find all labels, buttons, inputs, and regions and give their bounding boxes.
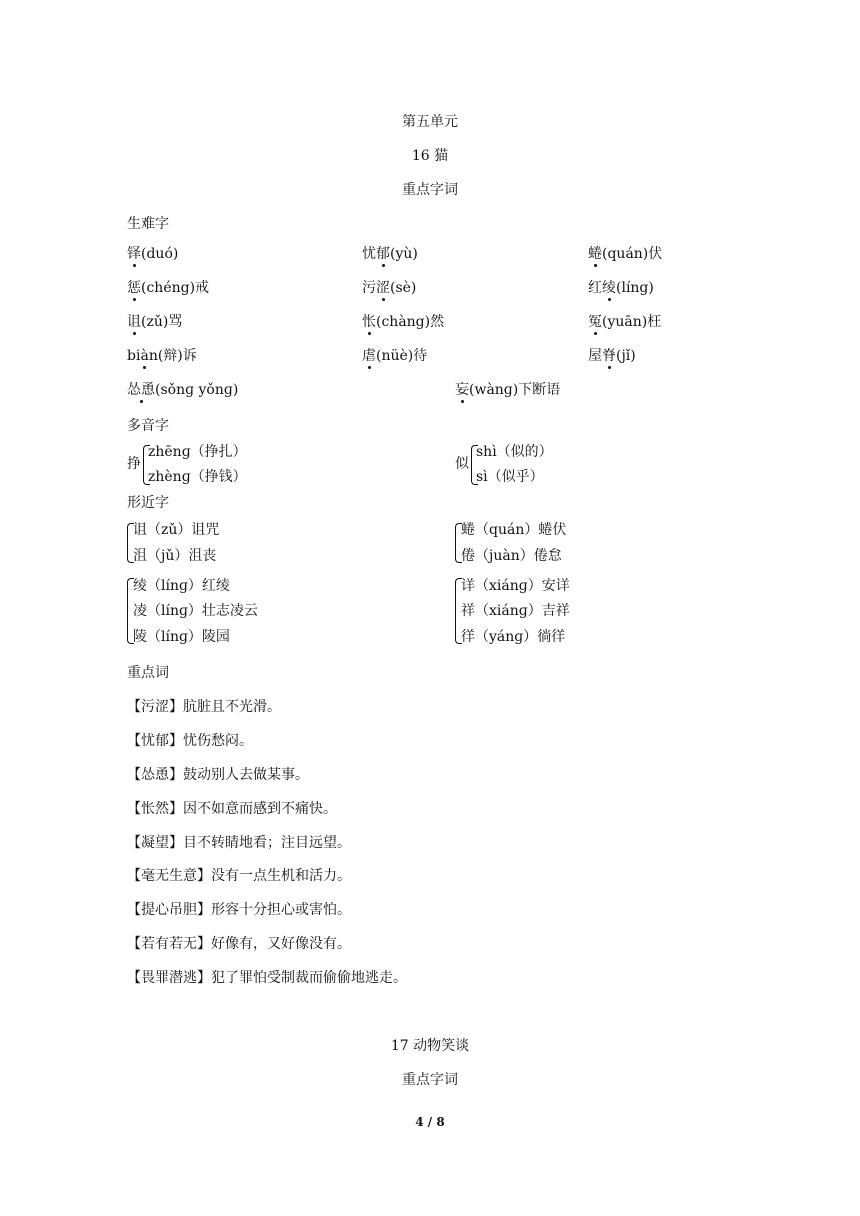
hard-char-entry: 屋脊(jǐ) [588,348,636,364]
polyphone-reading: zhènɡ（挣钱） [148,469,247,485]
key-word-item: 【若有若无】好像有，又好像没有。 [127,936,351,952]
hard-char-entry: 惩(chéng)戒 [127,280,210,296]
dotted-char: 虐 [362,348,376,364]
dotted-char: 冤 [588,314,602,330]
similar-chars-heading: 形近字 [127,495,169,511]
dotted-char: 蜷 [588,246,602,262]
hard-char-entry: 怂恿(sǒnɡ yǒnɡ) [127,382,239,398]
hard-char-entry: 红绫(líng) [588,280,654,296]
hard-char-entry: 污涩(sè) [362,280,417,296]
similar-char-line: 徉（yánɡ）徜徉 [461,629,566,645]
dotted-char: 涩 [376,280,390,296]
similar-char-line: 倦（juàn）倦怠 [461,548,562,564]
hard-char-entry: 妄(wànɡ)下断语 [455,382,561,398]
key-word-item: 【怅然】因不如意而感到不痛快。 [127,801,337,817]
hard-char-entry: 怅(chàng)然 [362,314,445,330]
hard-char-entry: 虐(nüè)待 [362,348,428,364]
next-lesson-title: 17 动物笑谈 [390,1038,470,1054]
dotted-char: à [140,348,149,364]
polyphones-heading: 多音字 [127,418,169,434]
key-word-item: 【忧郁】忧伤愁闷。 [127,733,253,749]
key-word-item: 【提心吊胆】形容十分担心或害怕。 [127,902,351,918]
dotted-char: 怅 [362,314,376,330]
dotted-char: 郁 [376,246,390,262]
similar-char-line: 陵（línɡ）陵园 [133,629,230,645]
similar-char-line: 祥（xiánɡ）吉祥 [461,603,570,619]
hard-char-entry: 诅(zǔ)骂 [127,314,183,330]
similar-char-line: 沮（jǔ）沮丧 [133,548,217,564]
lesson-title: 16 猫 [411,148,449,164]
key-words-heading: 重点词 [127,665,169,681]
unit-title: 第五单元 [402,114,458,130]
polyphone-char: 似 [455,456,469,472]
polyphone-reading: zhēnɡ（挣扎） [148,444,247,460]
similar-char-line: 绫（línɡ）红绫 [133,578,230,594]
key-word-item: 【凝望】目不转睛地看；注目远望。 [127,835,351,851]
polyphone-reading: shì（似的） [476,444,553,460]
hard-chars-heading: 生难字 [127,216,169,232]
dotted-char: 铎 [127,246,141,262]
dotted-char: 惩 [127,280,141,296]
hard-char-entry: 忧郁(yù) [362,246,418,262]
hard-char-entry: 冤(yuān)枉 [588,314,662,330]
dotted-char: 妄 [455,382,469,398]
similar-char-line: 蜷（quán）蜷伏 [461,522,567,538]
polyphone-char: 挣 [127,456,141,472]
key-word-item: 【毫无生意】没有一点生机和活力。 [127,868,351,884]
page-number: 4 / 8 [415,1115,445,1129]
section-title: 重点字词 [402,182,458,198]
hard-char-entry: biàn(辩)诉 [127,348,197,364]
dotted-char: 诅 [127,314,141,330]
key-word-item: 【怂恿】鼓动别人去做某事。 [127,767,309,783]
similar-char-line: 详（xiánɡ）安详 [461,578,570,594]
dotted-char: 怂恿 [127,382,155,398]
hard-char-entry: 铎(duó) [127,246,179,262]
dotted-char: 脊 [602,348,616,364]
dotted-char: 绫 [602,280,616,296]
similar-char-line: 诅（zǔ）诅咒 [133,522,220,538]
next-section-title: 重点字词 [402,1072,458,1088]
similar-char-line: 凌（línɡ）壮志凌云 [133,603,258,619]
hard-char-entry: 蜷(quán)伏 [588,246,663,262]
key-word-item: 【污涩】肮脏且不光滑。 [127,699,281,715]
polyphone-reading: sì（似乎） [476,469,544,485]
key-word-item: 【畏罪潜逃】犯了罪怕受制裁而偷偷地逃走。 [127,970,407,986]
